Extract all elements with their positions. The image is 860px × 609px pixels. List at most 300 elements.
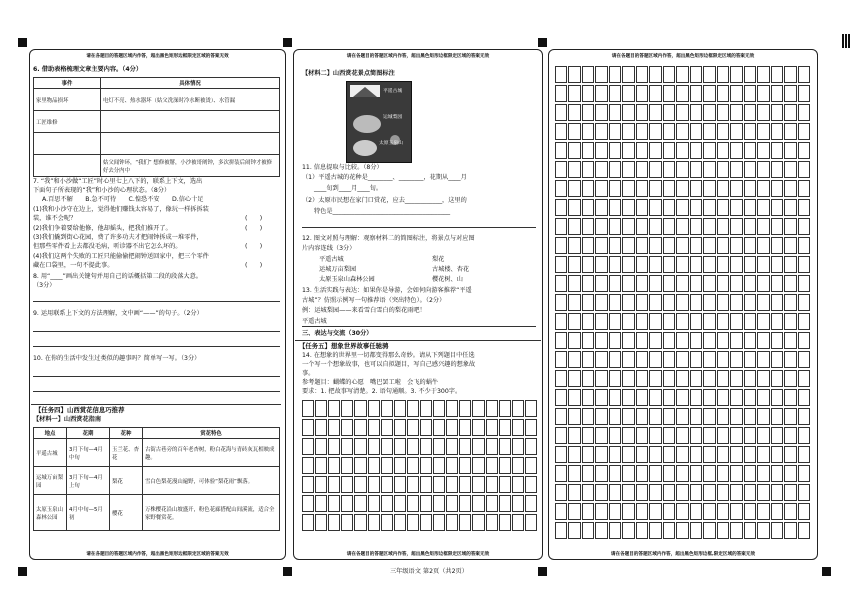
grid-cell[interactable] bbox=[568, 142, 580, 159]
grid-cell[interactable] bbox=[609, 66, 621, 83]
grid-cell[interactable] bbox=[622, 427, 634, 444]
grid-cell[interactable] bbox=[798, 427, 810, 444]
grid-cell[interactable] bbox=[368, 495, 380, 512]
grid-cell[interactable] bbox=[622, 503, 634, 520]
grid-cell[interactable] bbox=[622, 237, 634, 254]
grid-cell[interactable] bbox=[757, 275, 769, 292]
grid-cell[interactable] bbox=[757, 370, 769, 387]
grid-cell[interactable] bbox=[730, 218, 742, 235]
grid-cell[interactable] bbox=[798, 237, 810, 254]
grid-cell[interactable] bbox=[717, 275, 729, 292]
grid-cell[interactable] bbox=[472, 419, 484, 436]
grid-cell[interactable] bbox=[525, 495, 537, 512]
grid-cell[interactable] bbox=[798, 66, 810, 83]
grid-cell[interactable] bbox=[499, 476, 511, 493]
grid-cell[interactable] bbox=[582, 332, 594, 349]
grid-cell[interactable] bbox=[328, 514, 340, 531]
grid-cell[interactable] bbox=[525, 419, 537, 436]
grid-cell[interactable] bbox=[568, 85, 580, 102]
grid-cell[interactable] bbox=[595, 370, 607, 387]
grid-cell[interactable] bbox=[717, 351, 729, 368]
grid-cell[interactable] bbox=[622, 465, 634, 482]
grid-cell[interactable] bbox=[636, 123, 648, 140]
grid-cell[interactable] bbox=[609, 256, 621, 273]
grid-cell[interactable] bbox=[555, 180, 567, 197]
grid-cell[interactable] bbox=[420, 495, 432, 512]
grid-cell[interactable] bbox=[649, 218, 661, 235]
grid-cell[interactable] bbox=[676, 161, 688, 178]
grid-cell[interactable] bbox=[472, 476, 484, 493]
q13-answer-line[interactable] bbox=[302, 326, 536, 327]
grid-cell[interactable] bbox=[676, 237, 688, 254]
grid-cell[interactable] bbox=[636, 332, 648, 349]
q12-left-item[interactable]: 太原玉泉山森林公园 bbox=[319, 276, 375, 283]
grid-cell[interactable] bbox=[568, 503, 580, 520]
grid-cell[interactable] bbox=[636, 446, 648, 463]
grid-cell[interactable] bbox=[609, 465, 621, 482]
grid-cell[interactable] bbox=[582, 313, 594, 330]
grid-cell[interactable] bbox=[663, 161, 675, 178]
grid-cell[interactable] bbox=[663, 427, 675, 444]
grid-cell[interactable] bbox=[744, 351, 756, 368]
grid-cell[interactable] bbox=[798, 275, 810, 292]
grid-cell[interactable] bbox=[784, 332, 796, 349]
grid-cell[interactable] bbox=[703, 484, 715, 501]
grid-cell[interactable] bbox=[622, 104, 634, 121]
grid-cell[interactable] bbox=[433, 495, 445, 512]
grid-cell[interactable] bbox=[555, 446, 567, 463]
grid-cell[interactable] bbox=[771, 408, 783, 425]
grid-cell[interactable] bbox=[663, 294, 675, 311]
grid-cell[interactable] bbox=[663, 484, 675, 501]
grid-cell[interactable] bbox=[744, 142, 756, 159]
grid-cell[interactable] bbox=[433, 419, 445, 436]
grid-cell[interactable] bbox=[381, 476, 393, 493]
grid-cell[interactable] bbox=[568, 484, 580, 501]
grid-cell[interactable] bbox=[582, 104, 594, 121]
grid-cell[interactable] bbox=[717, 332, 729, 349]
grid-cell[interactable] bbox=[663, 408, 675, 425]
grid-cell[interactable] bbox=[730, 313, 742, 330]
grid-cell[interactable] bbox=[407, 438, 419, 455]
grid-cell[interactable] bbox=[420, 419, 432, 436]
grid-cell[interactable] bbox=[555, 66, 567, 83]
grid-cell[interactable] bbox=[486, 400, 498, 417]
grid-cell[interactable] bbox=[798, 142, 810, 159]
grid-cell[interactable] bbox=[609, 218, 621, 235]
grid-cell[interactable] bbox=[663, 180, 675, 197]
grid-cell[interactable] bbox=[703, 408, 715, 425]
grid-cell[interactable] bbox=[649, 199, 661, 216]
grid-cell[interactable] bbox=[730, 66, 742, 83]
grid-cell[interactable] bbox=[582, 218, 594, 235]
grid-cell[interactable] bbox=[595, 408, 607, 425]
grid-cell[interactable] bbox=[690, 180, 702, 197]
grid-cell[interactable] bbox=[703, 142, 715, 159]
grid-cell[interactable] bbox=[420, 514, 432, 531]
grid-cell[interactable] bbox=[302, 514, 314, 531]
grid-cell[interactable] bbox=[595, 256, 607, 273]
grid-cell[interactable] bbox=[622, 218, 634, 235]
grid-cell[interactable] bbox=[459, 495, 471, 512]
grid-cell[interactable] bbox=[328, 457, 340, 474]
grid-cell[interactable] bbox=[690, 351, 702, 368]
composition-grid-right[interactable] bbox=[555, 66, 811, 539]
grid-cell[interactable] bbox=[676, 484, 688, 501]
grid-cell[interactable] bbox=[757, 237, 769, 254]
grid-cell[interactable] bbox=[784, 503, 796, 520]
grid-cell[interactable] bbox=[757, 446, 769, 463]
grid-cell[interactable] bbox=[649, 332, 661, 349]
grid-cell[interactable] bbox=[690, 484, 702, 501]
grid-cell[interactable] bbox=[609, 313, 621, 330]
grid-cell[interactable] bbox=[622, 161, 634, 178]
grid-cell[interactable] bbox=[512, 495, 524, 512]
grid-cell[interactable] bbox=[328, 438, 340, 455]
grid-cell[interactable] bbox=[446, 400, 458, 417]
grid-cell[interactable] bbox=[744, 85, 756, 102]
grid-cell[interactable] bbox=[690, 256, 702, 273]
grid-cell[interactable] bbox=[757, 522, 769, 539]
grid-cell[interactable] bbox=[744, 313, 756, 330]
grid-cell[interactable] bbox=[568, 123, 580, 140]
grid-cell[interactable] bbox=[555, 465, 567, 482]
grid-cell[interactable] bbox=[730, 408, 742, 425]
grid-cell[interactable] bbox=[649, 237, 661, 254]
grid-cell[interactable] bbox=[784, 294, 796, 311]
grid-cell[interactable] bbox=[636, 161, 648, 178]
grid-cell[interactable] bbox=[717, 408, 729, 425]
grid-cell[interactable] bbox=[354, 514, 366, 531]
grid-cell[interactable] bbox=[420, 476, 432, 493]
grid-cell[interactable] bbox=[663, 218, 675, 235]
grid-cell[interactable] bbox=[341, 495, 353, 512]
grid-cell[interactable] bbox=[472, 514, 484, 531]
grid-cell[interactable] bbox=[472, 438, 484, 455]
grid-cell[interactable] bbox=[636, 313, 648, 330]
grid-cell[interactable] bbox=[757, 161, 769, 178]
grid-cell[interactable] bbox=[798, 408, 810, 425]
grid-cell[interactable] bbox=[568, 427, 580, 444]
grid-cell[interactable] bbox=[676, 66, 688, 83]
grid-cell[interactable] bbox=[582, 180, 594, 197]
grid-cell[interactable] bbox=[609, 161, 621, 178]
grid-cell[interactable] bbox=[568, 351, 580, 368]
grid-cell[interactable] bbox=[433, 514, 445, 531]
grid-cell[interactable] bbox=[472, 400, 484, 417]
grid-cell[interactable] bbox=[717, 313, 729, 330]
grid-cell[interactable] bbox=[582, 256, 594, 273]
q6-answer-blank[interactable] bbox=[101, 133, 280, 155]
grid-cell[interactable] bbox=[609, 237, 621, 254]
q7-answer-bracket[interactable]: ( ) bbox=[245, 215, 263, 222]
grid-cell[interactable] bbox=[771, 85, 783, 102]
grid-cell[interactable] bbox=[341, 476, 353, 493]
grid-cell[interactable] bbox=[649, 66, 661, 83]
grid-cell[interactable] bbox=[486, 514, 498, 531]
grid-cell[interactable] bbox=[717, 522, 729, 539]
grid-cell[interactable] bbox=[798, 370, 810, 387]
grid-cell[interactable] bbox=[568, 389, 580, 406]
grid-cell[interactable] bbox=[582, 389, 594, 406]
grid-cell[interactable] bbox=[798, 465, 810, 482]
grid-cell[interactable] bbox=[784, 370, 796, 387]
grid-cell[interactable] bbox=[622, 313, 634, 330]
grid-cell[interactable] bbox=[328, 476, 340, 493]
grid-cell[interactable] bbox=[717, 66, 729, 83]
grid-cell[interactable] bbox=[784, 408, 796, 425]
grid-cell[interactable] bbox=[622, 85, 634, 102]
grid-cell[interactable] bbox=[459, 514, 471, 531]
grid-cell[interactable] bbox=[381, 400, 393, 417]
grid-cell[interactable] bbox=[676, 199, 688, 216]
grid-cell[interactable] bbox=[798, 199, 810, 216]
q7-answer-bracket[interactable]: ( ) bbox=[245, 262, 263, 269]
grid-cell[interactable] bbox=[649, 180, 661, 197]
grid-cell[interactable] bbox=[757, 142, 769, 159]
grid-cell[interactable] bbox=[555, 104, 567, 121]
grid-cell[interactable] bbox=[784, 218, 796, 235]
grid-cell[interactable] bbox=[784, 313, 796, 330]
grid-cell[interactable] bbox=[555, 522, 567, 539]
grid-cell[interactable] bbox=[568, 218, 580, 235]
grid-cell[interactable] bbox=[595, 503, 607, 520]
grid-cell[interactable] bbox=[676, 503, 688, 520]
grid-cell[interactable] bbox=[744, 446, 756, 463]
grid-cell[interactable] bbox=[394, 438, 406, 455]
grid-cell[interactable] bbox=[703, 104, 715, 121]
grid-cell[interactable] bbox=[636, 85, 648, 102]
grid-cell[interactable] bbox=[744, 484, 756, 501]
grid-cell[interactable] bbox=[690, 408, 702, 425]
grid-cell[interactable] bbox=[446, 419, 458, 436]
grid-cell[interactable] bbox=[757, 123, 769, 140]
grid-cell[interactable] bbox=[525, 457, 537, 474]
grid-cell[interactable] bbox=[757, 465, 769, 482]
grid-cell[interactable] bbox=[302, 457, 314, 474]
grid-cell[interactable] bbox=[690, 503, 702, 520]
grid-cell[interactable] bbox=[622, 66, 634, 83]
grid-cell[interactable] bbox=[341, 419, 353, 436]
grid-cell[interactable] bbox=[676, 427, 688, 444]
grid-cell[interactable] bbox=[744, 503, 756, 520]
grid-cell[interactable] bbox=[609, 503, 621, 520]
grid-cell[interactable] bbox=[771, 256, 783, 273]
grid-cell[interactable] bbox=[703, 351, 715, 368]
grid-cell[interactable] bbox=[582, 370, 594, 387]
grid-cell[interactable] bbox=[649, 294, 661, 311]
grid-cell[interactable] bbox=[730, 104, 742, 121]
grid-cell[interactable] bbox=[649, 408, 661, 425]
grid-cell[interactable] bbox=[582, 294, 594, 311]
grid-cell[interactable] bbox=[381, 457, 393, 474]
grid-cell[interactable] bbox=[609, 351, 621, 368]
grid-cell[interactable] bbox=[676, 465, 688, 482]
grid-cell[interactable] bbox=[341, 400, 353, 417]
grid-cell[interactable] bbox=[568, 408, 580, 425]
grid-cell[interactable] bbox=[717, 370, 729, 387]
grid-cell[interactable] bbox=[717, 237, 729, 254]
grid-cell[interactable] bbox=[744, 218, 756, 235]
grid-cell[interactable] bbox=[636, 408, 648, 425]
grid-cell[interactable] bbox=[341, 457, 353, 474]
grid-cell[interactable] bbox=[555, 199, 567, 216]
grid-cell[interactable] bbox=[609, 522, 621, 539]
grid-cell[interactable] bbox=[407, 495, 419, 512]
grid-cell[interactable] bbox=[636, 522, 648, 539]
grid-cell[interactable] bbox=[798, 256, 810, 273]
grid-cell[interactable] bbox=[595, 142, 607, 159]
grid-cell[interactable] bbox=[636, 484, 648, 501]
grid-cell[interactable] bbox=[622, 142, 634, 159]
grid-cell[interactable] bbox=[582, 408, 594, 425]
grid-cell[interactable] bbox=[730, 85, 742, 102]
grid-cell[interactable] bbox=[354, 457, 366, 474]
grid-cell[interactable] bbox=[609, 275, 621, 292]
grid-cell[interactable] bbox=[744, 161, 756, 178]
grid-cell[interactable] bbox=[676, 522, 688, 539]
grid-cell[interactable] bbox=[486, 438, 498, 455]
grid-cell[interactable] bbox=[757, 484, 769, 501]
grid-cell[interactable] bbox=[730, 275, 742, 292]
grid-cell[interactable] bbox=[744, 199, 756, 216]
grid-cell[interactable] bbox=[595, 294, 607, 311]
grid-cell[interactable] bbox=[609, 446, 621, 463]
grid-cell[interactable] bbox=[757, 427, 769, 444]
grid-cell[interactable] bbox=[690, 218, 702, 235]
grid-cell[interactable] bbox=[636, 218, 648, 235]
grid-cell[interactable] bbox=[636, 142, 648, 159]
grid-cell[interactable] bbox=[663, 313, 675, 330]
grid-cell[interactable] bbox=[555, 294, 567, 311]
grid-cell[interactable] bbox=[582, 85, 594, 102]
grid-cell[interactable] bbox=[636, 465, 648, 482]
grid-cell[interactable] bbox=[636, 389, 648, 406]
grid-cell[interactable] bbox=[433, 457, 445, 474]
grid-cell[interactable] bbox=[420, 438, 432, 455]
grid-cell[interactable] bbox=[499, 495, 511, 512]
grid-cell[interactable] bbox=[757, 389, 769, 406]
grid-cell[interactable] bbox=[730, 256, 742, 273]
q6-answer-blank[interactable] bbox=[101, 111, 280, 133]
grid-cell[interactable] bbox=[472, 457, 484, 474]
grid-cell[interactable] bbox=[582, 503, 594, 520]
grid-cell[interactable] bbox=[649, 161, 661, 178]
grid-cell[interactable] bbox=[582, 427, 594, 444]
grid-cell[interactable] bbox=[446, 457, 458, 474]
grid-cell[interactable] bbox=[771, 294, 783, 311]
grid-cell[interactable] bbox=[730, 237, 742, 254]
grid-cell[interactable] bbox=[703, 199, 715, 216]
grid-cell[interactable] bbox=[663, 503, 675, 520]
grid-cell[interactable] bbox=[690, 104, 702, 121]
grid-cell[interactable] bbox=[649, 275, 661, 292]
grid-cell[interactable] bbox=[744, 465, 756, 482]
grid-cell[interactable] bbox=[730, 142, 742, 159]
grid-cell[interactable] bbox=[459, 438, 471, 455]
grid-cell[interactable] bbox=[407, 457, 419, 474]
grid-cell[interactable] bbox=[730, 351, 742, 368]
grid-cell[interactable] bbox=[555, 427, 567, 444]
grid-cell[interactable] bbox=[757, 199, 769, 216]
grid-cell[interactable] bbox=[771, 199, 783, 216]
grid-cell[interactable] bbox=[663, 275, 675, 292]
q6-answer-blank[interactable] bbox=[34, 133, 101, 155]
grid-cell[interactable] bbox=[525, 400, 537, 417]
grid-cell[interactable] bbox=[798, 123, 810, 140]
grid-cell[interactable] bbox=[784, 104, 796, 121]
grid-cell[interactable] bbox=[609, 427, 621, 444]
grid-cell[interactable] bbox=[730, 503, 742, 520]
grid-cell[interactable] bbox=[368, 457, 380, 474]
grid-cell[interactable] bbox=[703, 465, 715, 482]
grid-cell[interactable] bbox=[622, 522, 634, 539]
grid-cell[interactable] bbox=[744, 275, 756, 292]
grid-cell[interactable] bbox=[717, 85, 729, 102]
grid-cell[interactable] bbox=[622, 123, 634, 140]
grid-cell[interactable] bbox=[798, 313, 810, 330]
grid-cell[interactable] bbox=[315, 514, 327, 531]
grid-cell[interactable] bbox=[717, 199, 729, 216]
grid-cell[interactable] bbox=[744, 66, 756, 83]
grid-cell[interactable] bbox=[649, 465, 661, 482]
grid-cell[interactable] bbox=[446, 495, 458, 512]
grid-cell[interactable] bbox=[394, 476, 406, 493]
grid-cell[interactable] bbox=[499, 419, 511, 436]
grid-cell[interactable] bbox=[663, 370, 675, 387]
grid-cell[interactable] bbox=[315, 476, 327, 493]
grid-cell[interactable] bbox=[717, 104, 729, 121]
grid-cell[interactable] bbox=[582, 522, 594, 539]
grid-cell[interactable] bbox=[784, 123, 796, 140]
grid-cell[interactable] bbox=[757, 104, 769, 121]
grid-cell[interactable] bbox=[328, 419, 340, 436]
grid-cell[interactable] bbox=[784, 389, 796, 406]
grid-cell[interactable] bbox=[486, 457, 498, 474]
grid-cell[interactable] bbox=[302, 476, 314, 493]
grid-cell[interactable] bbox=[622, 199, 634, 216]
grid-cell[interactable] bbox=[486, 476, 498, 493]
grid-cell[interactable] bbox=[784, 180, 796, 197]
grid-cell[interactable] bbox=[798, 332, 810, 349]
grid-cell[interactable] bbox=[459, 419, 471, 436]
grid-cell[interactable] bbox=[744, 294, 756, 311]
grid-cell[interactable] bbox=[798, 294, 810, 311]
grid-cell[interactable] bbox=[568, 313, 580, 330]
grid-cell[interactable] bbox=[663, 351, 675, 368]
grid-cell[interactable] bbox=[663, 465, 675, 482]
grid-cell[interactable] bbox=[582, 123, 594, 140]
grid-cell[interactable] bbox=[649, 484, 661, 501]
grid-cell[interactable] bbox=[609, 484, 621, 501]
grid-cell[interactable] bbox=[703, 313, 715, 330]
grid-cell[interactable] bbox=[690, 313, 702, 330]
grid-cell[interactable] bbox=[381, 495, 393, 512]
grid-cell[interactable] bbox=[354, 438, 366, 455]
grid-cell[interactable] bbox=[703, 294, 715, 311]
grid-cell[interactable] bbox=[595, 161, 607, 178]
grid-cell[interactable] bbox=[784, 161, 796, 178]
grid-cell[interactable] bbox=[784, 446, 796, 463]
grid-cell[interactable] bbox=[555, 351, 567, 368]
grid-cell[interactable] bbox=[595, 104, 607, 121]
grid-cell[interactable] bbox=[703, 332, 715, 349]
grid-cell[interactable] bbox=[690, 446, 702, 463]
grid-cell[interactable] bbox=[555, 123, 567, 140]
grid-cell[interactable] bbox=[354, 419, 366, 436]
grid-cell[interactable] bbox=[663, 256, 675, 273]
grid-cell[interactable] bbox=[649, 389, 661, 406]
